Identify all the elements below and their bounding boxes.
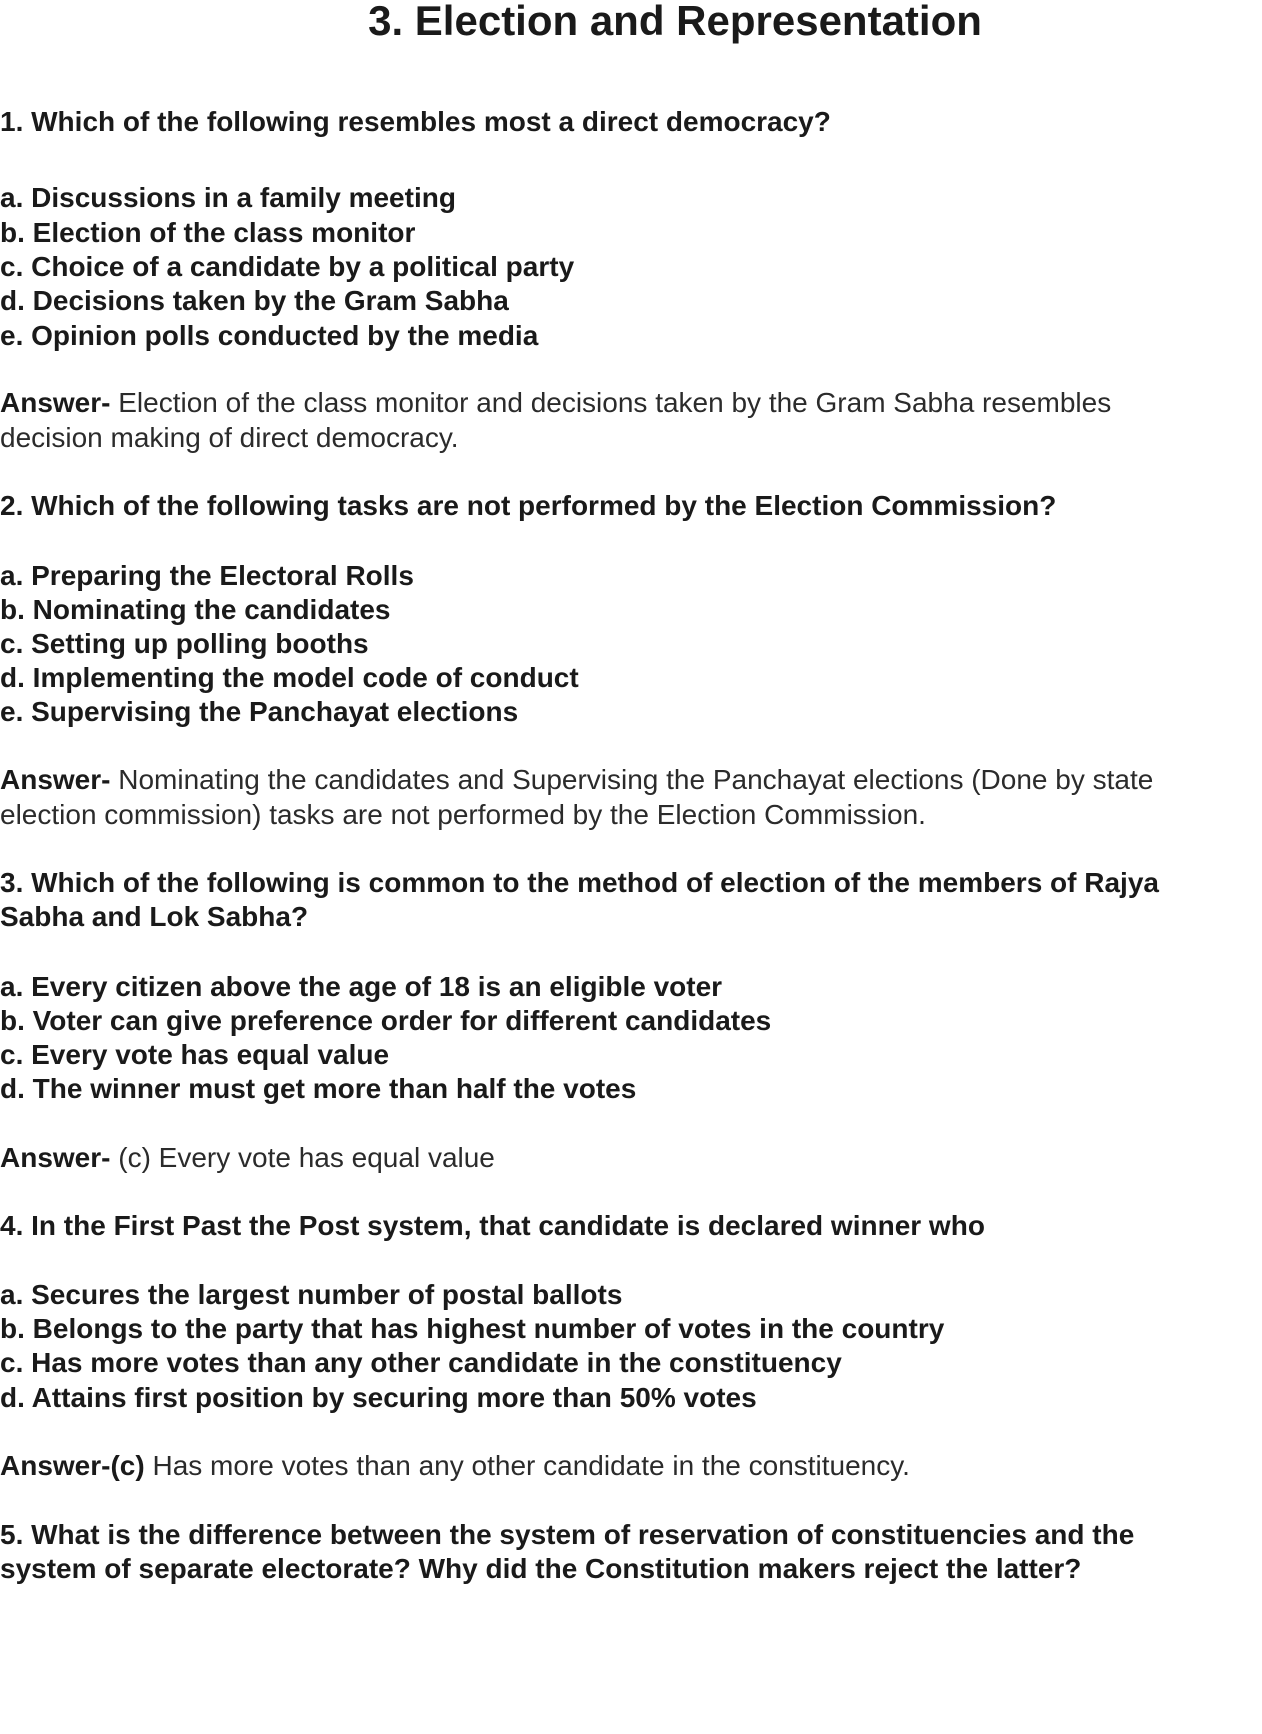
answer-label: Answer-(c) <box>0 1450 145 1481</box>
answer-label: Answer- <box>0 387 111 418</box>
question-3-text: 3. Which of the following is common to the method of election of the members of Rajya <box>0 867 1159 898</box>
answer-text: Election of the class monitor and decisions taken by the Gram Sabha resembles <box>110 387 1112 418</box>
answer-label: Answer- <box>0 1142 111 1173</box>
question-3-option-a: a. Every citizen above the age of 18 is an eligible voter <box>0 971 723 1002</box>
answer-text: (c) Every vote has equal value <box>110 1142 495 1173</box>
question-1-option-e: e. Opinion polls conducted by the media <box>0 320 539 351</box>
question-1-option-a: a. Discussions in a family meeting <box>0 182 456 213</box>
answer-label: Answer- <box>0 764 111 795</box>
question-4-answer <box>0 1447 910 1485</box>
question-4-option-c: c. Has more votes than any other candidate in the constituency <box>0 1347 842 1378</box>
page-title: 3. Election and Representation <box>368 0 982 44</box>
question-2-option-a: a. Preparing the Electoral Rolls <box>0 560 414 591</box>
question-1-option-c: c. Choice of a candidate by a political party <box>0 251 575 282</box>
question-5-text-cont: system of separate electorate? Why did the Constitution makers reject the latter? <box>0 1553 1082 1584</box>
question-1-answer-cont: decision making of direct democracy. <box>0 422 459 453</box>
question-4-text: 4. In the First Past the Post system, that candidate is declared winner who <box>0 1210 985 1241</box>
question-3-text-cont: Sabha and Lok Sabha? <box>0 901 309 932</box>
question-1-option-b: b. Election of the class monitor <box>0 217 416 248</box>
question-2-option-d: d. Implementing the model code of conduct <box>0 662 579 693</box>
question-4-option-b: b. Belongs to the party that has highest number of votes in the country <box>0 1313 945 1344</box>
question-2-text: 2. Which of the following tasks are not performed by the Election Commission? <box>0 490 1057 521</box>
question-2-option-c: c. Setting up polling booths <box>0 628 369 659</box>
question-3-option-c: c. Every vote has equal value <box>0 1039 390 1070</box>
question-1-text: 1. Which of the following resembles most a direct democracy? <box>0 106 831 137</box>
question-2-option-e: e. Supervising the Panchayat elections <box>0 696 519 727</box>
question-3-answer <box>0 1139 495 1177</box>
question-2-option-b: b. Nominating the candidates <box>0 594 391 625</box>
question-4-option-d: d. Attains first position by securing more than 50% votes <box>0 1382 757 1413</box>
question-1-answer <box>0 384 1111 422</box>
answer-text: Nominating the candidates and Supervising the Panchayat elections (Done by state <box>110 764 1154 795</box>
question-3-option-b: b. Voter can give preference order for different candidates <box>0 1005 772 1036</box>
question-1-option-d: d. Decisions taken by the Gram Sabha <box>0 285 509 316</box>
answer-text: Has more votes than any other candidate in the constituency. <box>144 1450 910 1481</box>
question-5-text: 5. What is the difference between the system of reservation of constituencies and the <box>0 1519 1135 1550</box>
question-3-option-d: d. The winner must get more than half the votes <box>0 1073 637 1104</box>
question-2-answer <box>0 761 1153 799</box>
question-2-answer-cont: election commission) tasks are not performed by the Election Commission. <box>0 799 926 830</box>
question-4-option-a: a. Secures the largest number of postal ballots <box>0 1279 623 1310</box>
